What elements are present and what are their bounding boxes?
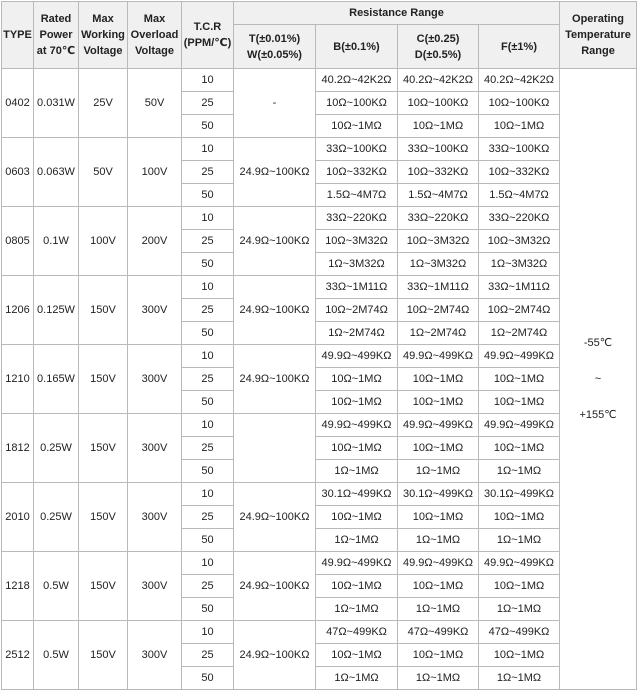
tcr-cell: 25: [182, 299, 234, 322]
header-type: TYPE: [2, 2, 34, 69]
type-cell: 2010: [2, 483, 34, 552]
b-range-cell: 10Ω~1MΩ: [316, 368, 398, 391]
b-range-cell: 10Ω~1MΩ: [316, 506, 398, 529]
rated-power-cell: 0.031W: [34, 69, 79, 138]
cd-range-cell: 33Ω~220KΩ: [398, 207, 479, 230]
b-range-cell: 10Ω~2M74Ω: [316, 299, 398, 322]
tcr-cell: 25: [182, 644, 234, 667]
cd-range-cell: 49.9Ω~499KΩ: [398, 345, 479, 368]
operating-temperature-cell: [560, 69, 637, 690]
b-range-cell: 1Ω~1MΩ: [316, 529, 398, 552]
tcr-cell: 25: [182, 575, 234, 598]
b-range-cell: 33Ω~100KΩ: [316, 138, 398, 161]
cd-range-cell: 10Ω~1MΩ: [398, 644, 479, 667]
tcr-cell: 50: [182, 322, 234, 345]
cd-range-cell: 1Ω~3M32Ω: [398, 253, 479, 276]
b-range-cell: 10Ω~1MΩ: [316, 575, 398, 598]
header-tw-tolerance: T(±0.01%) W(±0.05%): [234, 25, 316, 69]
rated-power-cell: 0.5W: [34, 621, 79, 690]
tw-range-cell: -: [234, 69, 316, 138]
cd-range-cell: 10Ω~1MΩ: [398, 575, 479, 598]
type-cell: 0805: [2, 207, 34, 276]
cd-range-cell: 10Ω~1MΩ: [398, 437, 479, 460]
tcr-cell: 10: [182, 483, 234, 506]
operating-temperature-sep: ~: [594, 373, 602, 385]
overload-voltage-cell: 300V: [128, 414, 182, 483]
f-range-cell: 33Ω~1M11Ω: [479, 276, 560, 299]
b-range-cell: 49.9Ω~499KΩ: [316, 552, 398, 575]
type-cell: 0402: [2, 69, 34, 138]
b-range-cell: 10Ω~332KΩ: [316, 161, 398, 184]
tcr-cell: 50: [182, 115, 234, 138]
overload-voltage-cell: 300V: [128, 621, 182, 690]
cd-range-cell: 1Ω~1MΩ: [398, 667, 479, 690]
tcr-cell: 10: [182, 552, 234, 575]
tw-range-cell: 24.9Ω~100KΩ: [234, 138, 316, 207]
f-range-cell: 47Ω~499KΩ: [479, 621, 560, 644]
tw-range-cell: 24.9Ω~100KΩ: [234, 207, 316, 276]
cd-range-cell: 1Ω~1MΩ: [398, 598, 479, 621]
table-row: [2, 414, 637, 437]
tcr-cell: 10: [182, 414, 234, 437]
b-range-cell: 10Ω~100KΩ: [316, 92, 398, 115]
b-range-cell: 10Ω~1MΩ: [316, 437, 398, 460]
working-voltage-cell: 150V: [79, 414, 128, 483]
b-range-cell: 10Ω~3M32Ω: [316, 230, 398, 253]
b-range-cell: 33Ω~1M11Ω: [316, 276, 398, 299]
f-range-cell: 10Ω~1MΩ: [479, 644, 560, 667]
cd-range-cell: 30.1Ω~499KΩ: [398, 483, 479, 506]
tw-range-cell: 24.9Ω~100KΩ: [234, 552, 316, 621]
header-max-overload-voltage: Max Overload Voltage: [128, 2, 182, 69]
f-range-cell: 1Ω~2M74Ω: [479, 322, 560, 345]
tcr-cell: 50: [182, 184, 234, 207]
working-voltage-cell: 150V: [79, 345, 128, 414]
operating-temperature-high: +155℃: [579, 409, 617, 421]
overload-voltage-cell: 300V: [128, 483, 182, 552]
tcr-cell: 10: [182, 207, 234, 230]
overload-voltage-cell: 100V: [128, 138, 182, 207]
b-range-cell: 1Ω~2M74Ω: [316, 322, 398, 345]
overload-voltage-cell: 300V: [128, 276, 182, 345]
table-row: [2, 552, 637, 575]
f-range-cell: 49.9Ω~499KΩ: [479, 414, 560, 437]
cd-range-cell: 33Ω~100KΩ: [398, 138, 479, 161]
f-range-cell: 1Ω~1MΩ: [479, 529, 560, 552]
f-range-cell: 1.5Ω~4M7Ω: [479, 184, 560, 207]
tcr-cell: 50: [182, 667, 234, 690]
working-voltage-cell: 50V: [79, 138, 128, 207]
cd-range-cell: 1Ω~1MΩ: [398, 529, 479, 552]
working-voltage-cell: 150V: [79, 621, 128, 690]
cd-range-cell: 33Ω~1M11Ω: [398, 276, 479, 299]
overload-voltage-cell: 200V: [128, 207, 182, 276]
b-range-cell: 10Ω~1MΩ: [316, 644, 398, 667]
rated-power-cell: 0.125W: [34, 276, 79, 345]
tcr-cell: 50: [182, 598, 234, 621]
tw-range-cell: 24.9Ω~100KΩ: [234, 483, 316, 552]
tw-range-cell: 24.9Ω~100KΩ: [234, 621, 316, 690]
table-row: [2, 483, 637, 506]
table-row: [2, 621, 637, 644]
cd-range-cell: 47Ω~499KΩ: [398, 621, 479, 644]
header-b-tolerance: B(±0.1%): [316, 25, 398, 69]
rated-power-cell: 0.5W: [34, 552, 79, 621]
table-row: [2, 345, 637, 368]
tcr-cell: 25: [182, 368, 234, 391]
f-range-cell: 1Ω~1MΩ: [479, 598, 560, 621]
tw-range-cell: 24.9Ω~100KΩ: [234, 345, 316, 414]
f-range-cell: 10Ω~1MΩ: [479, 368, 560, 391]
f-range-cell: 10Ω~332KΩ: [479, 161, 560, 184]
header-f-tolerance: F(±1%): [479, 25, 560, 69]
tcr-cell: 25: [182, 506, 234, 529]
operating-temperature-low: -55℃: [583, 337, 613, 349]
cd-range-cell: 49.9Ω~499KΩ: [398, 414, 479, 437]
cd-range-cell: 10Ω~1MΩ: [398, 391, 479, 414]
table-row: [2, 207, 637, 230]
tcr-cell: 50: [182, 391, 234, 414]
type-cell: 2512: [2, 621, 34, 690]
overload-voltage-cell: 300V: [128, 345, 182, 414]
b-range-cell: 1Ω~1MΩ: [316, 667, 398, 690]
cd-range-cell: 10Ω~1MΩ: [398, 115, 479, 138]
cd-range-cell: 10Ω~1MΩ: [398, 368, 479, 391]
f-range-cell: 10Ω~1MΩ: [479, 115, 560, 138]
b-range-cell: 49.9Ω~499KΩ: [316, 414, 398, 437]
tcr-cell: 10: [182, 345, 234, 368]
f-range-cell: 40.2Ω~42K2Ω: [479, 69, 560, 92]
b-range-cell: 47Ω~499KΩ: [316, 621, 398, 644]
working-voltage-cell: 100V: [79, 207, 128, 276]
b-range-cell: 10Ω~1MΩ: [316, 115, 398, 138]
tcr-cell: 25: [182, 230, 234, 253]
f-range-cell: 10Ω~1MΩ: [479, 437, 560, 460]
tw-range-cell: [234, 414, 316, 483]
tcr-cell: 25: [182, 161, 234, 184]
tcr-cell: 50: [182, 253, 234, 276]
overload-voltage-cell: 50V: [128, 69, 182, 138]
f-range-cell: 33Ω~100KΩ: [479, 138, 560, 161]
table-row: [2, 276, 637, 299]
f-range-cell: 10Ω~1MΩ: [479, 391, 560, 414]
header-rated-power: Rated Power at 70℃: [34, 2, 79, 69]
b-range-cell: 1Ω~1MΩ: [316, 598, 398, 621]
cd-range-cell: 1Ω~1MΩ: [398, 460, 479, 483]
b-range-cell: 40.2Ω~42K2Ω: [316, 69, 398, 92]
rated-power-cell: 0.165W: [34, 345, 79, 414]
tcr-cell: 50: [182, 460, 234, 483]
header-operating-temperature: Operating Temperature Range: [560, 2, 637, 69]
b-range-cell: 30.1Ω~499KΩ: [316, 483, 398, 506]
f-range-cell: 33Ω~220KΩ: [479, 207, 560, 230]
cd-range-cell: 10Ω~1MΩ: [398, 506, 479, 529]
type-cell: 1218: [2, 552, 34, 621]
cd-range-cell: 10Ω~2M74Ω: [398, 299, 479, 322]
cd-range-cell: 40.2Ω~42K2Ω: [398, 69, 479, 92]
cd-range-cell: 49.9Ω~499KΩ: [398, 552, 479, 575]
tcr-cell: 25: [182, 92, 234, 115]
rated-power-cell: 0.063W: [34, 138, 79, 207]
cd-range-cell: 10Ω~3M32Ω: [398, 230, 479, 253]
working-voltage-cell: 150V: [79, 276, 128, 345]
rated-power-cell: 0.1W: [34, 207, 79, 276]
cd-range-cell: 10Ω~332KΩ: [398, 161, 479, 184]
b-range-cell: 49.9Ω~499KΩ: [316, 345, 398, 368]
overload-voltage-cell: 300V: [128, 552, 182, 621]
tcr-cell: 50: [182, 529, 234, 552]
tcr-cell: 10: [182, 276, 234, 299]
tcr-cell: 10: [182, 138, 234, 161]
tw-range-cell: 24.9Ω~100KΩ: [234, 276, 316, 345]
working-voltage-cell: 150V: [79, 552, 128, 621]
resistor-spec-table: [1, 1, 637, 690]
f-range-cell: 10Ω~100KΩ: [479, 92, 560, 115]
f-range-cell: 49.9Ω~499KΩ: [479, 552, 560, 575]
b-range-cell: 1Ω~3M32Ω: [316, 253, 398, 276]
header-tcr: T.C.R (PPM/℃): [182, 2, 234, 69]
table-row: [2, 138, 637, 161]
f-range-cell: 10Ω~1MΩ: [479, 506, 560, 529]
type-cell: 1210: [2, 345, 34, 414]
header-resistance-range: Resistance Range: [234, 2, 560, 25]
f-range-cell: 1Ω~1MΩ: [479, 460, 560, 483]
header-max-working-voltage: Max Working Voltage: [79, 2, 128, 69]
tcr-cell: 10: [182, 621, 234, 644]
rated-power-cell: 0.25W: [34, 483, 79, 552]
cd-range-cell: 1Ω~2M74Ω: [398, 322, 479, 345]
header-cd-tolerance: C(±0.25) D(±0.5%): [398, 25, 479, 69]
cd-range-cell: 10Ω~100KΩ: [398, 92, 479, 115]
f-range-cell: 10Ω~2M74Ω: [479, 299, 560, 322]
working-voltage-cell: 25V: [79, 69, 128, 138]
cd-range-cell: 1.5Ω~4M7Ω: [398, 184, 479, 207]
tcr-cell: 25: [182, 437, 234, 460]
f-range-cell: 1Ω~3M32Ω: [479, 253, 560, 276]
type-cell: 0603: [2, 138, 34, 207]
f-range-cell: 49.9Ω~499KΩ: [479, 345, 560, 368]
f-range-cell: 30.1Ω~499KΩ: [479, 483, 560, 506]
working-voltage-cell: 150V: [79, 483, 128, 552]
b-range-cell: 10Ω~1MΩ: [316, 391, 398, 414]
tcr-cell: 10: [182, 69, 234, 92]
type-cell: 1206: [2, 276, 34, 345]
b-range-cell: 1.5Ω~4M7Ω: [316, 184, 398, 207]
b-range-cell: 1Ω~1MΩ: [316, 460, 398, 483]
rated-power-cell: 0.25W: [34, 414, 79, 483]
type-cell: 1812: [2, 414, 34, 483]
f-range-cell: 10Ω~3M32Ω: [479, 230, 560, 253]
table-row: [2, 69, 637, 92]
f-range-cell: 10Ω~1MΩ: [479, 575, 560, 598]
f-range-cell: 1Ω~1MΩ: [479, 667, 560, 690]
b-range-cell: 33Ω~220KΩ: [316, 207, 398, 230]
